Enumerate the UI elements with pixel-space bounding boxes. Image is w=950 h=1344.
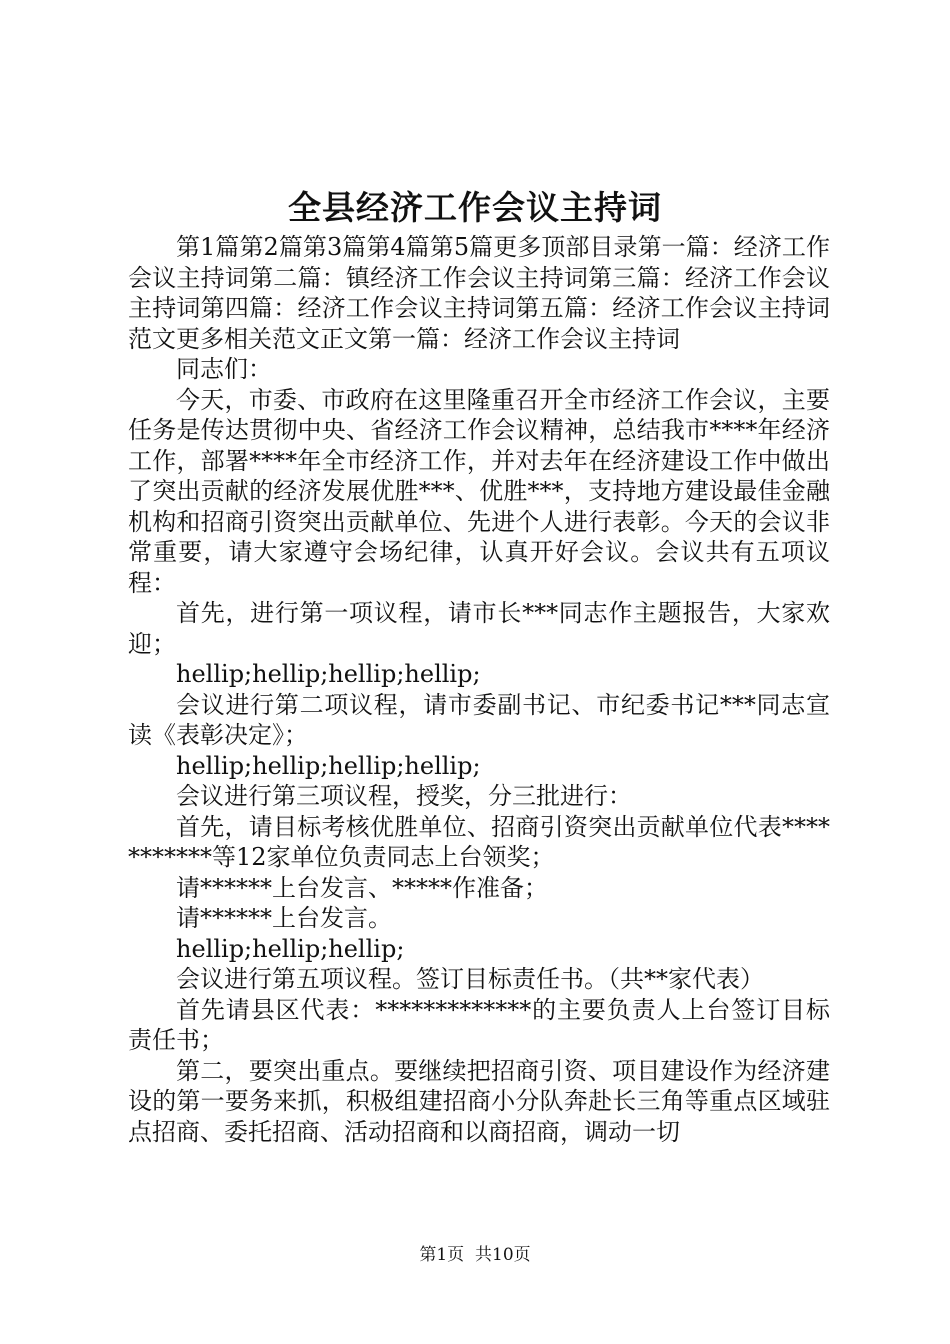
paragraph-speech-1: 请******上台发言、*****作准备； bbox=[176, 873, 548, 902]
paragraph-ellipsis-1: hellip;hellip;hellip;hellip; bbox=[176, 660, 481, 688]
paragraph-agenda-2: 会议进行第二项议程，请市委副书记、市纪委书记***同志宣读《表彰决定》； bbox=[128, 690, 830, 749]
page-number: 第1页 bbox=[419, 1245, 465, 1265]
paragraph-salutation: 同志们： bbox=[176, 355, 272, 383]
paragraph-focus: 第二，要突出重点。要继续把招商引资、项目建设作为经济建设的第一要务来抓，积极组建招商小分队奔赴长三角等重点区域驻点招商、委托招商、活动招商和以商招商，调动一切 bbox=[128, 1056, 830, 1146]
paragraph-agenda-5: 会议进行第五项议程。签订目标责任书。（共**家代表） bbox=[176, 965, 764, 993]
paragraph-ellipsis-3: hellip;hellip;hellip; bbox=[176, 934, 405, 963]
paragraph-award-1: 首先，请目标考核优胜单位、招商引资突出贡献单位代表***********等12家单位负责同志上台领奖； bbox=[128, 812, 830, 871]
paragraph-contents: 第1篇第2篇第3篇第4篇第5篇更多顶部目录第一篇：经济工作会议主持词第二篇：镇经济工作会议主持词第三篇：经济工作会议主持词第四篇：经济工作会议主持词第五篇：经济工作会议主持词范文更多相关范文正文第一篇：经济工作会议主持词 bbox=[128, 233, 830, 353]
paragraph-signing: 首先请县区代表：*************的主要负责人上台签订目标责任书； bbox=[128, 995, 830, 1054]
paragraph-agenda-3: 会议进行第三项议程，授奖，分三批进行： bbox=[176, 782, 632, 810]
page-footer bbox=[0, 1243, 950, 1267]
paragraph-opening: 今天，市委、市政府在这里隆重召开全市经济工作会议，主要任务是传达贯彻中央、省经济工作会议精神，总结我市****年经济工作，部署****年全市经济工作，并对去年在经济建设工作中做出了突出贡献的经济发展优胜***、优胜***，支持地方建设最佳金融机构和招商引资突出贡献单位、先进个人进行表彰。今天的会议非常重要，请大家遵守会场纪律，认真开好会议。会议共有五项议程： bbox=[128, 385, 830, 597]
paragraph-speech-2: 请******上台发言。 bbox=[176, 904, 392, 932]
paragraph-ellipsis-2: hellip;hellip;hellip;hellip; bbox=[176, 751, 481, 780]
page-total: 共10页 bbox=[475, 1245, 531, 1265]
document-title: 全县经济工作会议主持词 bbox=[288, 188, 662, 227]
document-body bbox=[128, 232, 830, 1147]
paragraph-agenda-1: 首先，进行第一项议程，请市长***同志作主题报告，大家欢迎； bbox=[128, 599, 830, 658]
